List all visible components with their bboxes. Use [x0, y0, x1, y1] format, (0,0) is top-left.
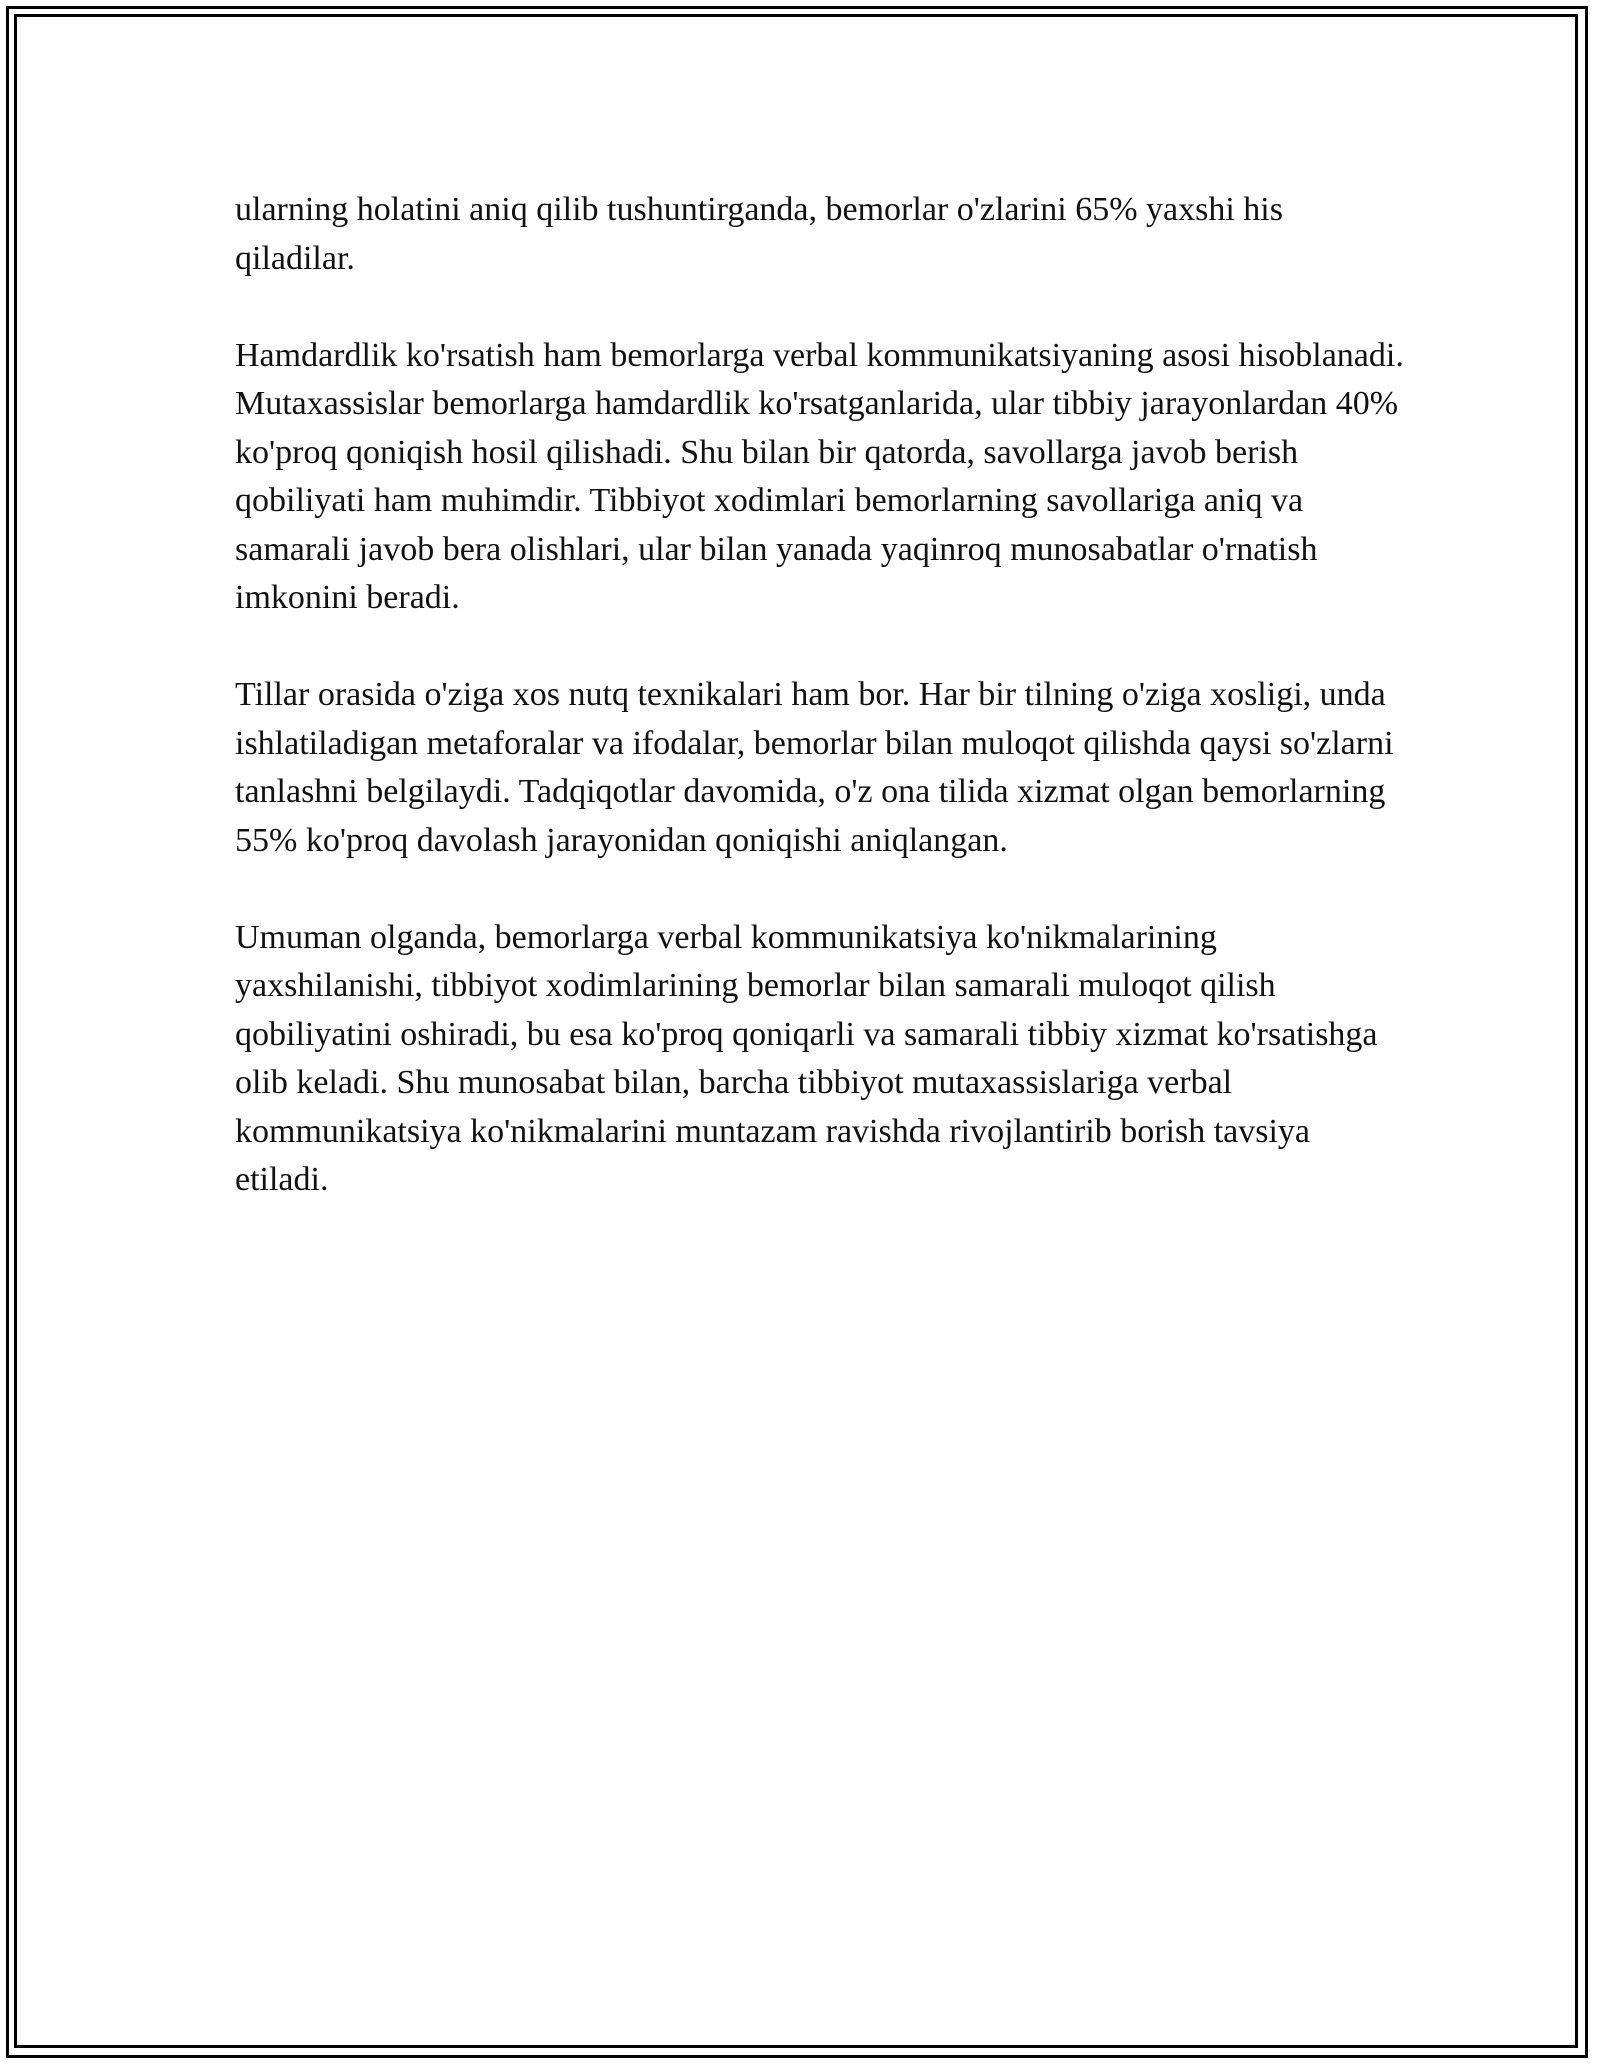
paragraph: Umuman olganda, bemorlarga verbal kommunikatsiya ko'nikmalarining yaxshilanishi, tibbiyot xodimlarining bemorlar bilan samarali muloqot qilish qobiliyatini oshiradi, bu esa ko'proq qoniqarli va samarali tibbiy xizmat ko'rsatishga olib keladi. Shu munosabat bilan, barcha tibbiyot mutaxassislariga verbal kommunikatsiya ko'nikmalarini muntazam ravishda rivojlantirib borish tavsiya etiladi. [235, 918, 1378, 1198]
paragraph: ularning holatini aniq qilib tushuntirganda, bemorlar o'zlarini 65% yaxshi his qiladilar. [235, 191, 1283, 277]
paragraph: Tillar orasida o'ziga xos nutq texnikalari ham bor. Har bir tilning o'ziga xosligi, unda ishlatiladigan metaforalar va ifodalar, bemorlar bilan muloqot qilishda qaysi so'zlarni tanlashni belgilaydi. Tadqiqotlar davomida, o'z ona tilida xizmat olgan bemorlarning 55% ko'proq davolash jarayonidan qoniqishi aniqlangan. [235, 676, 1394, 859]
document-body [235, 186, 1405, 1253]
paragraph: Hamdardlik ko'rsatish ham bemorlarga verbal kommunikatsiyaning asosi hisoblanadi. Mutaxassislar bemorlarga hamdardlik ko'rsatganlarida, ular tibbiy jarayonlardan 40% ko'proq qoniqish hosil qilishadi. Shu bilan bir qatorda, savollarga javob berish qobiliyati ham muhimdir. Tibbiyot xodimlari bemorlarning savollariga aniq va samarali javob bera olishlari, ular bilan yanada yaqinroq munosabatlar o'rnatish imkonini beradi. [235, 336, 1404, 616]
